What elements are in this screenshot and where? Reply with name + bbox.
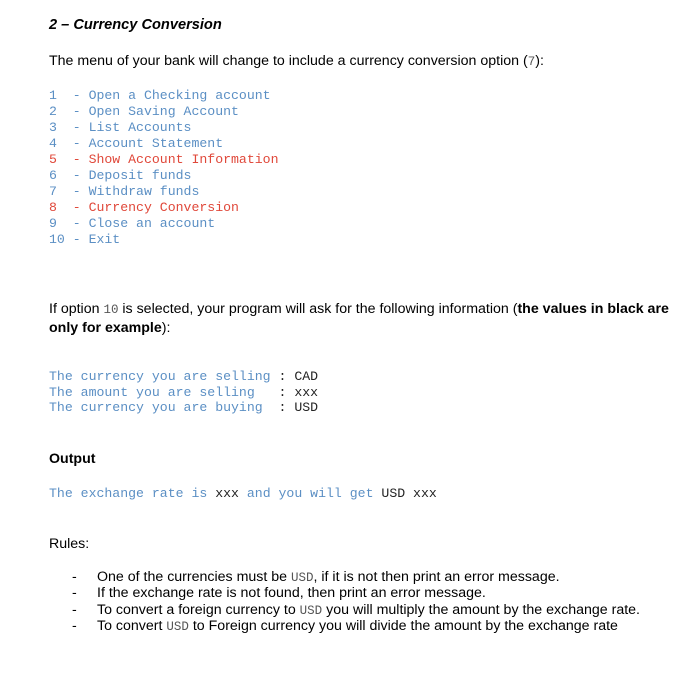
prompt-value: xxx [294,384,319,400]
menu-item: 1 - Open a Checking account [49,88,271,103]
output-val1: xxx [215,486,239,501]
menu-item: 9 - Close an account [49,216,216,231]
rule-dash: - [72,585,77,602]
prompt-line [49,385,318,401]
menu-item: 3 - List Accounts [49,120,192,135]
rules-heading: Rules: [49,536,90,552]
prompt-label: The amount you are selling [49,384,271,400]
output-part1: The exchange rate is [49,486,216,501]
intro-text [49,53,544,69]
rule-text: you will multiply the amount by the exchange rate. [322,601,640,618]
menu-item: 2 - Open Saving Account [49,104,239,119]
prompt-line [49,369,318,385]
rule-dash: - [72,617,77,634]
para-before: If option [49,301,104,317]
output-line [49,486,437,501]
prompt-label: The currency you are selling [49,369,271,384]
menu-item: 8 - Currency Conversion [49,200,239,215]
rule-text: , if it is not then print an error message. [313,569,560,585]
menu-item: 10 - Exit [49,232,121,247]
para-after: ): [161,320,171,336]
rule-code: USD [299,603,323,618]
rule-code: USD [291,571,314,585]
menu-listing [49,88,279,248]
para-middle: is selected, your program will ask for the following information ( [118,301,518,317]
prompt-listing [49,369,318,416]
output-heading: Output [49,451,96,467]
prompt-label: The currency you are buying [49,400,271,415]
output-part2: and you will get [238,486,382,501]
intro-before: The menu of your bank will change to include a currency conversion option ( [49,53,528,69]
para-option: 10 [103,303,119,317]
intro-after: ): [535,53,544,69]
prompt-sep: : [270,384,295,400]
rule-text: to Foreign currency you will divide the amount by the exchange rate [188,617,618,634]
rule-text: To convert [97,617,167,634]
menu-item: 6 - Deposit funds [49,168,192,183]
rule-dash: - [72,601,77,618]
rule-text: If the exchange rate is not found, then print an error message. [97,585,486,602]
option-paragraph [49,300,669,337]
menu-item: 4 - Account Statement [49,136,224,151]
prompt-value: USD [294,400,319,415]
rule-text: To convert a foreign currency to [97,601,300,618]
rule-code: USD [166,619,189,634]
prompt-value: CAD [294,369,319,384]
output-val2: USD xxx [381,486,437,501]
section-heading: 2 – Currency Conversion [49,17,222,33]
rule-text: One of the currencies must be [97,569,291,585]
prompt-sep: : [270,369,295,384]
intro-option: 7 [527,55,536,69]
menu-item: 7 - Withdraw funds [49,184,200,199]
rule-dash: - [72,569,77,585]
menu-item: 5 - Show Account Information [49,152,279,167]
prompt-sep: : [270,400,295,415]
para-bold: the values in black are only for example [49,301,669,336]
prompt-line [49,400,318,416]
